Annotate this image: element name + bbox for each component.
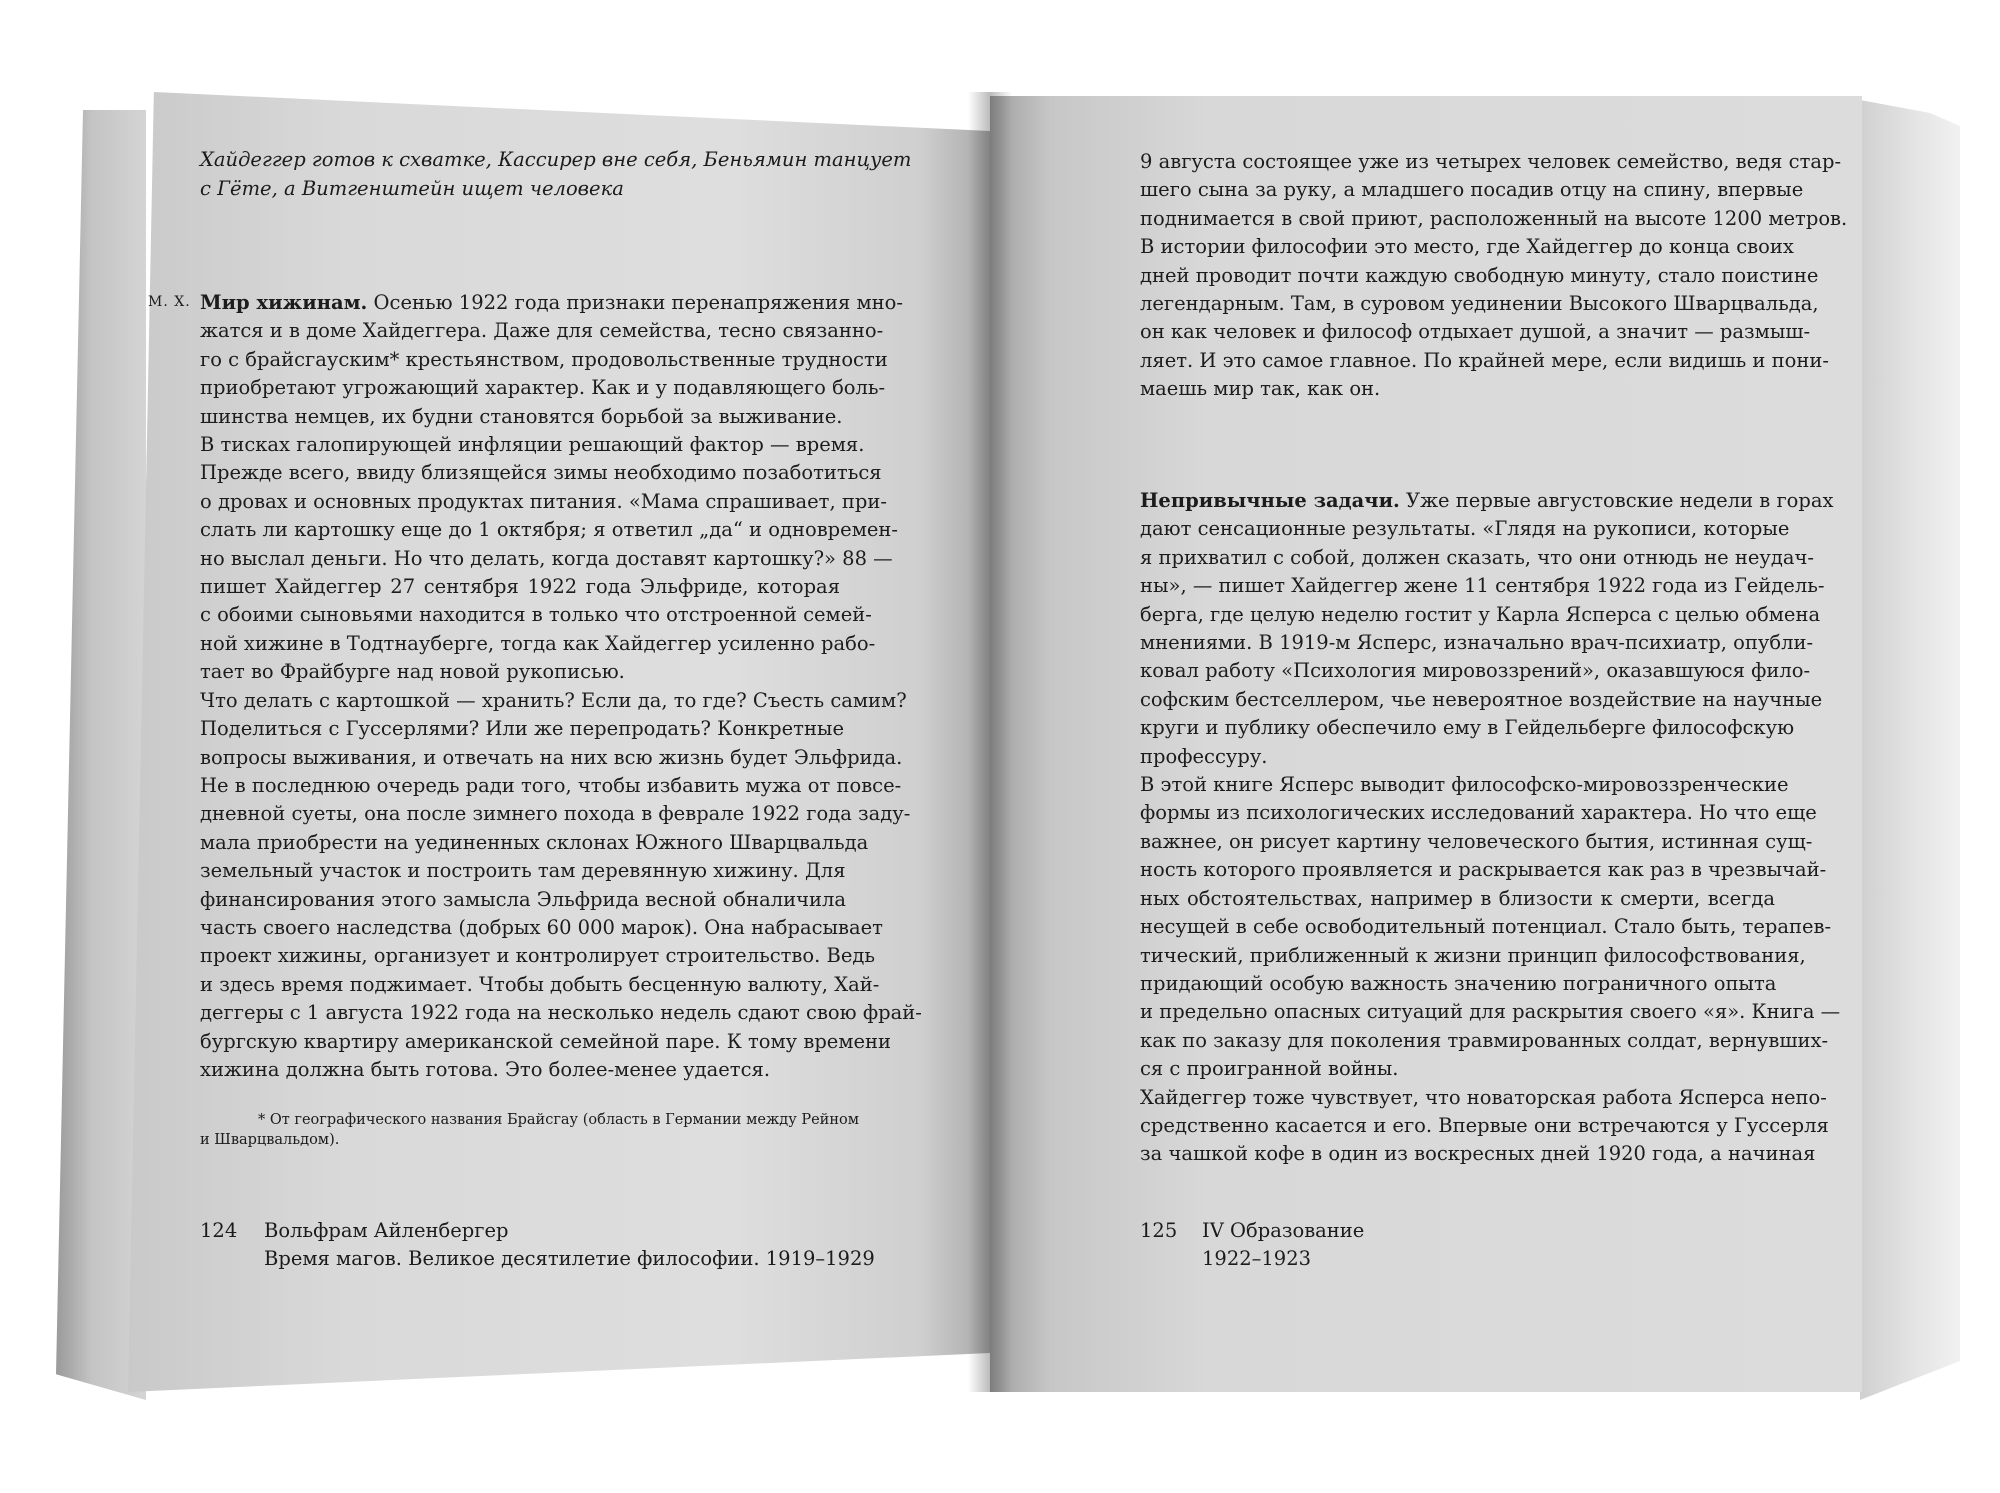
body-line: 9 августа состоящее уже из четырех человек семейство, ведя стар- — [1140, 150, 1842, 173]
body-line: тает во Фрайбурге над новой рукописью. — [200, 660, 625, 684]
right-folio-meta — [1202, 1217, 1364, 1273]
body-line: как по заказу для поколения травмированных солдат, вернувших- — [1140, 1028, 1829, 1052]
chapter-title: IV Образование — [1202, 1219, 1365, 1242]
body-line: софским бестселлером, чье невероятное воздействие на научные — [1140, 687, 1823, 711]
body-line: хижина должна быть готова. Это более-менее удается. — [200, 1057, 771, 1081]
body-line — [200, 289, 903, 317]
body-line: и здесь время поджимает. Чтобы добыть бесценную валюту, Хай- — [200, 972, 880, 996]
body-line: проект хижины, организует и контролирует строительство. Ведь — [200, 944, 876, 968]
body-line: но выслал деньги. Но что делать, когда доставят картошку?» 88 — — [200, 546, 893, 570]
body-line: Что делать с картошкой — хранить? Если да, то где? Съесть самим? — [200, 688, 907, 712]
body-line — [1140, 487, 1834, 515]
running-head-line: с Гёте, а Витгенштейн ищет человека — [200, 177, 624, 200]
body-line: деггеры с 1 августа 1922 года на несколько недель сдают свою фрай- — [200, 1001, 922, 1025]
body-line: земельный участок и построить там деревянную хижину. Для — [200, 859, 846, 883]
body-line: часть своего наследства (добрых 60 000 марок). Она набрасывает — [200, 915, 883, 939]
body-line: тический, приближенный к жизни принцип философствования, — [1140, 943, 1806, 967]
body-line: ковал работу «Психология мировоззрений», оказавшуюся фило- — [1140, 659, 1811, 683]
left-folio-meta — [264, 1217, 875, 1273]
book-title: Время магов. Великое десятилетие философии. 1919–1929 — [264, 1247, 875, 1270]
running-head-line: Хайдеггер готов к схватке, Кассирер вне себя, Беньямин танцует — [200, 148, 912, 171]
body-line: слать ли картошку еще до 1 октября; я ответил „да“ и одновремен- — [200, 518, 898, 542]
body-line: шинства немцев, их будни становятся борьбой за выживание. — [200, 404, 843, 428]
body-line: го с брайсгауским* крестьянством, продовольственные трудности — [200, 347, 888, 371]
body-line: поднимается в свой приют, расположенный на высоте 1200 метров. — [1140, 206, 1848, 230]
body-line: ной хижине в Тодтнауберге, тогда как Хайдеггер усиленно рабо- — [200, 631, 876, 655]
footnote — [200, 1110, 860, 1150]
body-line: он как человек и философ отдыхает душой, а значит — размыш- — [1140, 320, 1811, 344]
section-title: Мир хижинам. — [200, 291, 368, 314]
body-line-text: Осенью 1922 года признаки перенапряжения мно- — [367, 291, 903, 314]
body-line: Не в последнюю очередь ради того, чтобы избавить мужа от повсе- — [200, 773, 902, 797]
running-head — [200, 145, 912, 203]
body-line: ны», — пишет Хайдеггер жене 11 сентября 1922 года из Гейдель- — [1140, 574, 1825, 598]
body-line: профессуру. — [1140, 744, 1268, 768]
body-line: приобретают угрожающий характер. Как и у подавляющего боль- — [200, 376, 886, 400]
right-body-text-top — [1140, 148, 1848, 404]
body-line: мала приобрести на уединенных склонах Южного Шварцвальда — [200, 830, 869, 854]
body-line: Хайдеггер тоже чувствует, что новаторская работа Ясперса непо- — [1140, 1085, 1827, 1109]
body-line: дают сенсационные результаты. «Глядя на рукописи, которые — [1140, 517, 1790, 541]
body-line: легендарным. Там, в суровом уединении Высокого Шварцвальда, — [1140, 292, 1819, 316]
body-line: ся с проигранной войны. — [1140, 1057, 1399, 1081]
section-title: Непривычные задачи. — [1140, 489, 1400, 512]
body-line: ляет. И это самое главное. По крайней мере, если видишь и пони- — [1140, 348, 1829, 372]
body-line: дней проводит почти каждую свободную минуту, стало поистине — [1140, 263, 1819, 287]
body-line: несущей в себе освободительный потенциал. Стало быть, терапев- — [1140, 915, 1832, 939]
body-line: жатся и в доме Хайдеггера. Даже для семейства, тесно связанно- — [200, 319, 884, 343]
body-line: о дровах и основных продуктах питания. «Мама спрашивает, при- — [200, 489, 887, 513]
body-line: с обоими сыновьями находится в только что отстроенной семей- — [200, 603, 872, 627]
body-line: В тисках галопирующей инфляции решающий фактор — время. — [200, 433, 865, 457]
body-line: и предельно опасных ситуаций для раскрытия своего «я». Книга — — [1140, 1000, 1841, 1024]
page-number-left: 124 — [200, 1219, 238, 1242]
body-line: пишет Хайдеггер 27 сентября 1922 года Эльфриде, которая — [200, 575, 840, 599]
book-gutter — [968, 92, 1012, 1392]
body-line: В этой книге Ясперс выводит философско-мировоззренческие — [1140, 773, 1789, 797]
body-line: вопросы выживания, и отвечать на них всю жизнь будет Эльфрида. — [200, 745, 903, 769]
body-line-text: Уже первые августовские недели в горах — [1399, 489, 1834, 512]
body-line: В истории философии это место, где Хайдеггер до конца своих — [1140, 235, 1794, 259]
body-line: я прихватил с собой, должен сказать, что они отнюдь не неудач- — [1140, 545, 1814, 569]
body-line: придающий особую важность значению пограничного опыта — [1140, 971, 1777, 995]
footnote-line: и Шварцвальдом). — [200, 1132, 340, 1148]
left-body-text — [200, 289, 922, 1084]
body-line: дневной суеты, она после зимнего похода в феврале 1922 года заду- — [200, 802, 911, 826]
body-line: формы из психологических исследований характера. Но что еще — [1140, 801, 1817, 825]
body-line: бургскую квартиру американской семейной паре. К тому времени — [200, 1029, 892, 1053]
body-line: Поделиться с Гуссерлями? Или же перепродать? Конкретные — [200, 717, 844, 741]
body-line: берга, где целую неделю гостит у Карла Ясперса с целью обмена — [1140, 602, 1821, 626]
body-line: шего сына за руку, а младшего посадив отцу на спину, впервые — [1140, 178, 1804, 202]
margin-note: М. Х. — [148, 294, 191, 310]
body-line: важнее, он рисует картину человеческого бытия, истинная сущ- — [1140, 829, 1813, 853]
body-line: ность которого проявляется и раскрывается как раз в чрезвычай- — [1140, 858, 1827, 882]
body-line: финансирования этого замысла Эльфрида весной обналичила — [200, 887, 847, 911]
body-line: ных обстоятельствах, например в близости к смерти, всегда — [1140, 886, 1775, 910]
chapter-years: 1922–1923 — [1202, 1247, 1312, 1270]
footnote-line: * От географического названия Брайсгау (область в Германии между Рейном — [258, 1112, 860, 1128]
body-line: мнениями. В 1919-м Ясперс, изначально врач-психиатр, опубли- — [1140, 631, 1814, 655]
right-body-text-bottom — [1140, 487, 1841, 1169]
body-line: круги и публику обеспечило ему в Гейдельберге философскую — [1140, 716, 1795, 740]
body-line: Прежде всего, ввиду близящейся зимы необходимо позаботиться — [200, 461, 882, 485]
author-name: Вольфрам Айленбергер — [264, 1219, 509, 1242]
page-number-right: 125 — [1140, 1219, 1178, 1242]
body-line: за чашкой кофе в один из воскресных дней 1920 года, а начиная — [1140, 1142, 1816, 1166]
body-line: маешь мир так, как он. — [1140, 377, 1381, 401]
right-page-edges — [1860, 100, 1960, 1400]
body-line: средственно касается и его. Впервые они встречаются у Гуссерля — [1140, 1113, 1829, 1137]
